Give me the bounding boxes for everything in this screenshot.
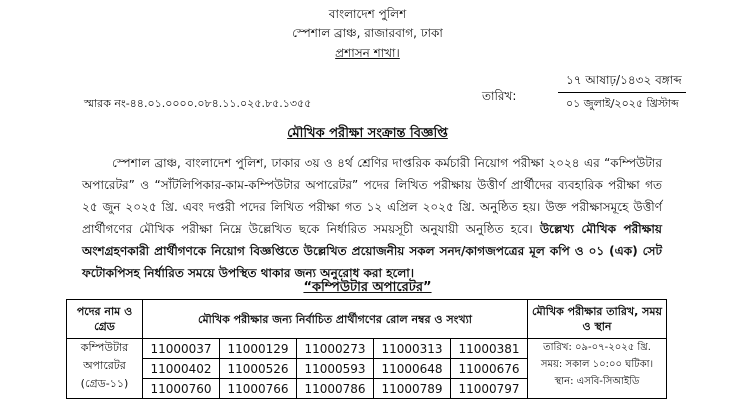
exam-info [528, 339, 667, 399]
org-section: প্রশাসন শাখা। [335, 46, 400, 60]
notice-emphasis: উল্লেখ্য মৌখিক পরীক্ষায় অংশগ্রহণকারী প্রার্থীগণকে নিয়োগ বিজ্ঞপ্তিতে উল্লেখিত প্রয়োজনীয় সকল সনদ/কাগজপত্রের মূল কপি ও ০১ (এক) সেট ফটোকপিসহ নির্ধারিত সময়ে উপস্থিত থাকার জন্য অনুরোধ করা হলো। [82, 222, 662, 280]
roll-cell: 11000648 [374, 359, 451, 379]
date-label: তারিখ: [482, 89, 517, 103]
org-branch: স্পেশাল ব্রাঞ্চ, রাজারবাগ, ঢাকা [292, 26, 443, 40]
header-post: পদের নাম ও গ্রেড [67, 300, 143, 339]
section-title: “কম্পিউটার অপারেটর” [303, 280, 432, 295]
roll-cell: 11000129 [220, 339, 297, 359]
exam-date: তারিখ: ০৯-০৭-২০২৫ খ্রি. [543, 342, 651, 353]
roll-cell: 11000676 [451, 359, 528, 379]
roll-cell: 11000789 [374, 379, 451, 399]
roll-cell: 11000797 [451, 379, 528, 399]
date-english: ০১ জুলাই/২০২৫ খ্রিস্টাব্দ [566, 97, 679, 110]
roll-cell: 11000760 [143, 379, 220, 399]
header-rolls: মৌখিক পরীক্ষার জন্য নির্বাচিত প্রার্থীগণের রোল নম্বর ও সংখ্যা [143, 300, 528, 339]
notice-text: স্পেশাল ব্রাঞ্চ, বাংলাদেশ পুলিশ, ঢাকার ৩য় ও ৪র্থ শ্রেণির দাপ্তরিক কর্মচারী নিয়োগ পরীক্ষা ২০২৪ এর “কম্পিউটার অপারেটর” ও “সাঁটলিপিকার-কাম-কম্পিউটার অপারেটর” পদের লিখিত পরীক্ষায় উত্তীর্ণ প্রার্থীদের ব্যবহারিক পরীক্ষা গত ২৫ জুন ২০২৫ খ্রি. এবং দপ্তরী পদের লিখিত পরীক্ষা গত ১২ এপ্রিল ২০২৫ খ্রি. অনুষ্ঠিত হয়। উক্ত পরীক্ষাসমূহে উত্তীর্ণ প্রার্থীগণের মৌখিক পরীক্ষা নিম্নে উল্লেখিত ছকে নির্ধারিত সময়সূচী অনুযায়ী অনুষ্ঠিত হবে। [82, 156, 662, 236]
table-header-row [67, 300, 667, 339]
date-divider [558, 92, 686, 93]
roll-cell: 11000381 [451, 339, 528, 359]
roll-cell: 11000593 [297, 359, 374, 379]
roll-cell: 11000526 [220, 359, 297, 379]
org-name: বাংলাদেশ পুলিশ [328, 7, 407, 21]
exam-place: স্থান: এসবি-সিআইডি [554, 376, 640, 387]
notice-paragraph [82, 152, 662, 284]
exam-time: সময়: সকাল ১০:০০ ঘটিকা। [540, 359, 654, 370]
memo-reference: স্মারক নং-৪৪.০১.০০০০.০৮৪.১১.০২৫.৮৫.১৩৫৫ [84, 97, 312, 110]
header-info: মৌখিক পরীক্ষার তারিখ, সময় ও স্থান [528, 300, 667, 339]
post-name: কম্পিউটার অপারেটর (গ্রেড-১১) [67, 339, 143, 399]
roll-cell: 11000037 [143, 339, 220, 359]
roll-cell: 11000786 [297, 379, 374, 399]
roll-cell: 11000273 [297, 339, 374, 359]
notice-title: মৌখিক পরীক্ষা সংক্রান্ত বিজ্ঞপ্তি [287, 126, 448, 141]
date-bangla: ১৭ আষাঢ়/১৪৩২ বঙ্গাব্দ [566, 73, 682, 87]
exam-table [66, 299, 667, 399]
roll-cell: 11000402 [143, 359, 220, 379]
roll-cell: 11000766 [220, 379, 297, 399]
roll-cell: 11000313 [374, 339, 451, 359]
table-row [67, 339, 667, 359]
